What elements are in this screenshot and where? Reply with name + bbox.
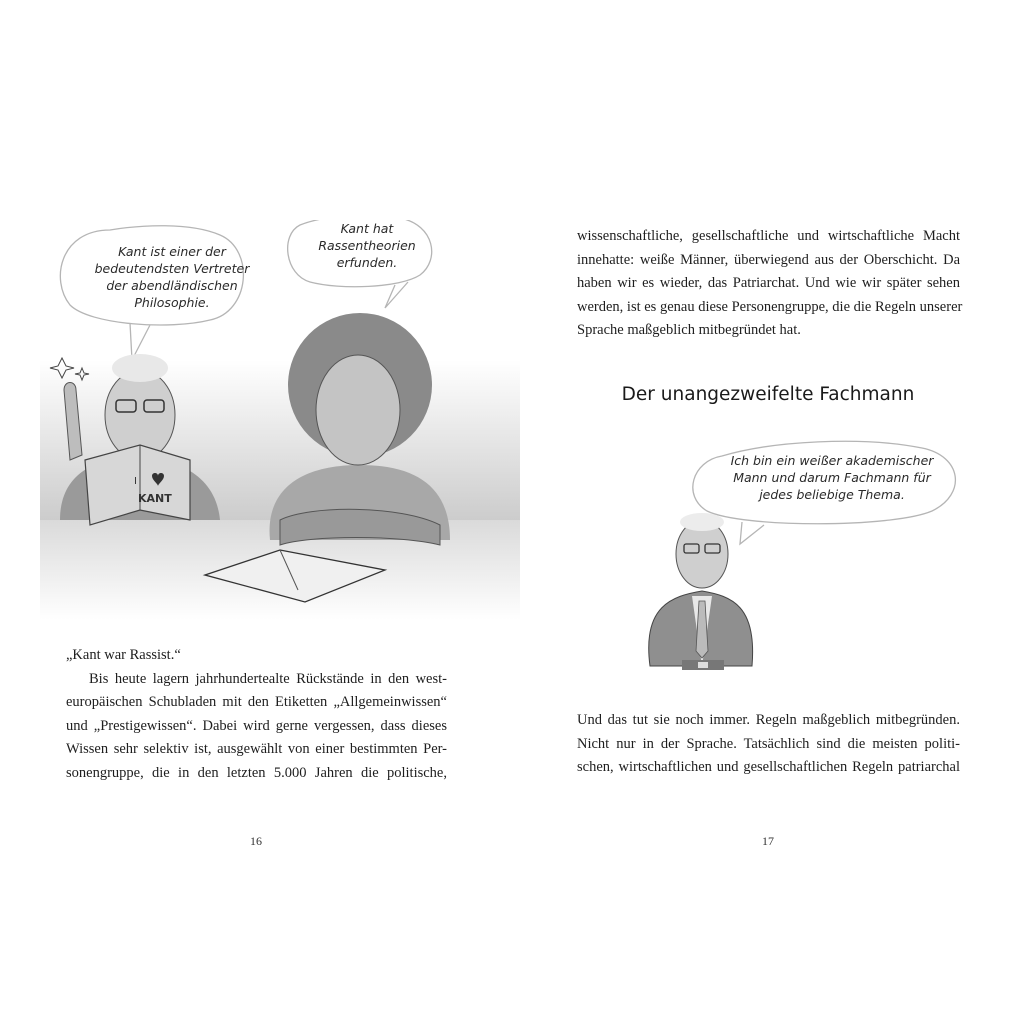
text-line: werden, ist es genau diese Personengruppe, die die Regeln unserer [577,298,963,315]
text-line: Wissen sehr selektiv ist, ausgewählt von einer bestimmten Per- [66,741,447,758]
text-line: sonengruppe, die in den letzten 5.000 Jahren die politische, [66,764,447,781]
section-heading: Der unangezweifelte Fachmann [621,384,915,405]
right-page [512,0,1024,1024]
text-line: Bis heute lagern jahrhundertealte Rückstände in den west- [89,670,447,687]
text-line: Nicht nur in der Sprache. Tatsächlich sind die meisten politi- [577,735,960,752]
text-line: Und das tut sie noch immer. Regeln maßgeblich mitbegründen. [577,712,960,728]
text-line: haben wir es wieder, das Patriarchat. Und wie wir später sehen [577,275,960,292]
speech-bubble-2: Kant hat Rassentheorien erfunden. [318,220,416,270]
text-line: und „Prestigewissen“. Dabei wird gerne vergessen, dass dieses [66,717,447,734]
speech-bubble-1: Kant ist einer der bedeutendsten Vertreter der abendländischen Philosophie. [94,244,250,310]
right-body-text-bottom [577,709,960,780]
page-number-right: 17 [762,834,774,848]
text-line: wissenschaftliche, gesellschaftliche und wirtschaftliche Macht [577,228,960,244]
speech-bubble-professor: Ich bin ein weißer akademischer Mann und darum Fachmann für jedes beliebige Thema. [730,452,934,502]
text-line: innehatte: weiße Männer, überwiegend aus der Oberschicht. Da [577,251,960,268]
text-line: europäischen Schubladen mit den Etiketten „Allgemeinwissen“ [66,694,447,711]
text-line: Sprache maßgeblich mitbegründet hat. [577,322,801,339]
book-cover-word: KANT [138,492,172,505]
text-line: „Kant war Rassist.“ [66,647,181,663]
book-cover-letter: I [134,476,137,487]
left-body-text [66,644,447,786]
professor-figure [649,513,753,670]
right-body-text-top [577,225,963,343]
text-line: schen, wirtschaftlichen und gesellschaftlichen Regeln patriarchal [577,759,960,776]
page-number-left: 16 [250,834,262,848]
